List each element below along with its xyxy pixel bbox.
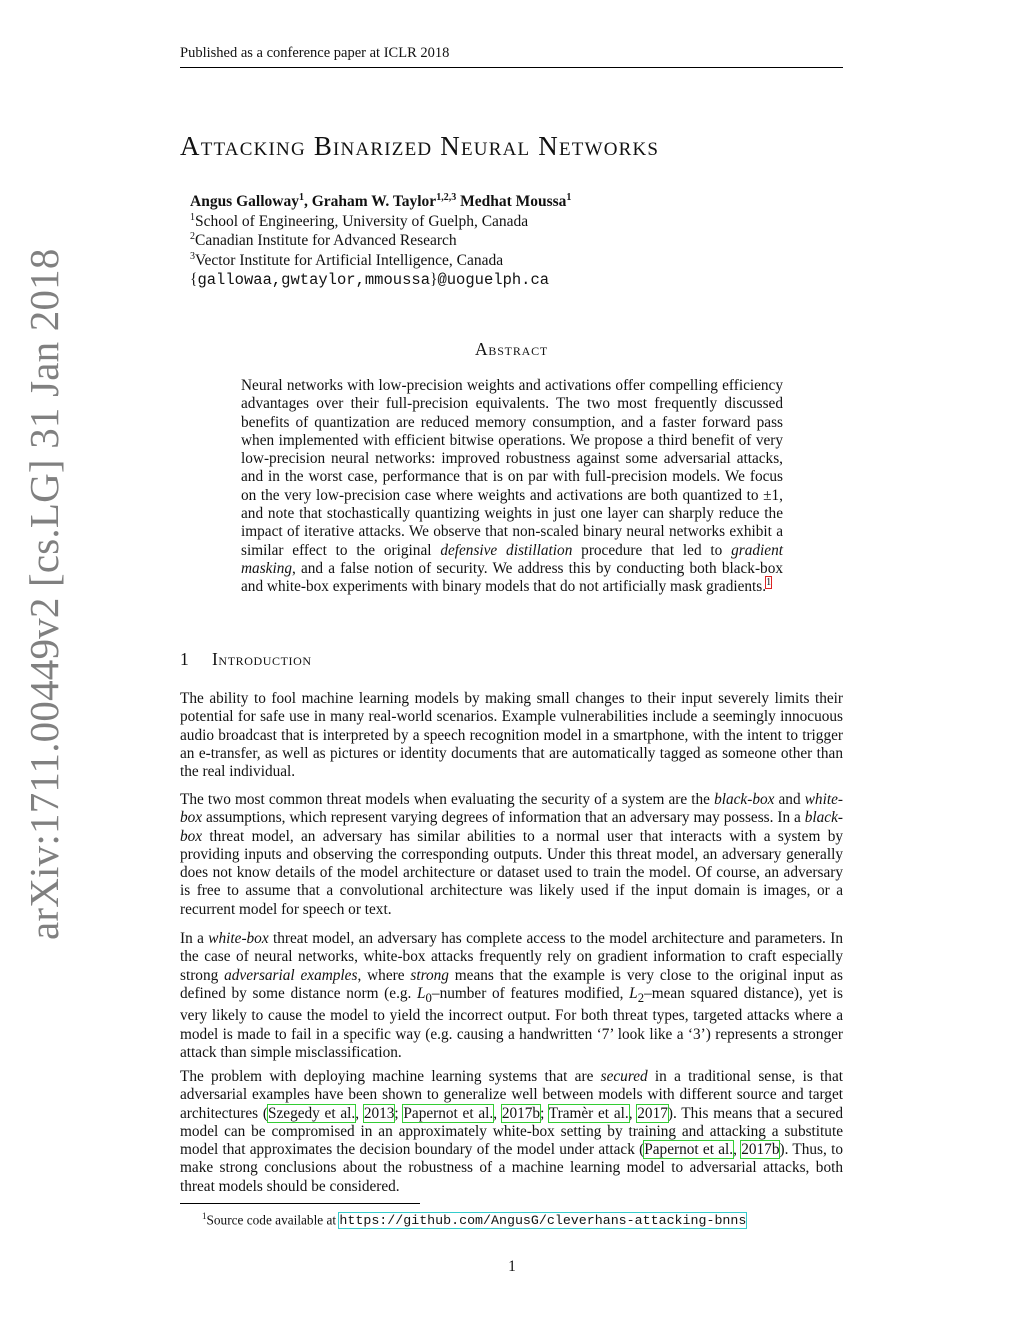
abstract-part-1: Neural networks with low-precision weights and activations offer compelling efficiency advantages over their full-precision equivalents. The two most frequently discussed benefits of quantization are reduced memory consumption, and a faster forward pass when implemented with efficient bitwise operations. We propose a third benefit of very low-precision neural networks: improved robustness against some adversarial attacks, and in the worst case, performance that is on par with full-precision models. We focus on the very low-precision case where weights and activations are both quantized to ±1, and note that stochastically quantizing weights in just one layer can sharply reduce the impact of iterative attacks. We observe that non-scaled binary neural networks exhibit a similar effect to the original bbox=[241, 377, 783, 559]
author-emails bbox=[190, 270, 830, 291]
p3-part-c: , where bbox=[357, 966, 411, 984]
section-title: Introduction bbox=[212, 649, 312, 669]
citation-szegedy[interactable]: Szegedy et al. bbox=[267, 1104, 356, 1122]
abstract-text bbox=[241, 377, 783, 597]
p3-em-2: adversarial examples bbox=[224, 966, 358, 984]
abstract-em-1: defensive distillation bbox=[440, 541, 573, 559]
p3-part-a: In a bbox=[180, 930, 209, 947]
math-L2: L bbox=[629, 984, 638, 1002]
cite-sep: ; bbox=[540, 1104, 549, 1122]
p4-part-b: in a traditional sense, is that adversarial examples have been shown to generalize well between models with different source and target architectures ( bbox=[180, 1068, 843, 1122]
intro-paragraph-4 bbox=[180, 1068, 843, 1196]
arxiv-stamp[interactable]: arXiv:1711.00449v2 [cs.LG] 31 Jan 2018 bbox=[21, 248, 67, 940]
section-number: 1 bbox=[180, 649, 190, 669]
p3-em-1: white-box bbox=[208, 930, 269, 947]
intro-paragraph-1-text: The ability to fool machine learning models by making small changes to their input severely limits their potential for safe use in many real-world scenarios. Example vulnerabilities include a seemingly innocuous audio broadcast that is interpreted by a speech recognition model in a smartphone, with the intent to trigger an e-transfer, as well as pictures or identity documents that are automatically tagged as someone other than the real individual. bbox=[180, 690, 843, 781]
citation-papernot-year[interactable]: 2017b bbox=[501, 1104, 541, 1122]
paper-title: Attacking Binarized Neural Networks bbox=[180, 131, 660, 161]
math-L0-sub: 0 bbox=[425, 990, 432, 1005]
cite-sep: ; bbox=[394, 1104, 404, 1122]
p2-part-a: The two most common threat models when evaluating the security of a system are the bbox=[180, 791, 715, 808]
math-L0: L bbox=[417, 984, 426, 1002]
p2-part-d: threat model, an adversary has similar abilities to a normal user that interacts with a system by providing inputs and observing the corresponding outputs. Under this threat model, an adversary generally does not know details of the model architecture or dataset used to train the model. Of course, an adversary is free to assume that a convolutional architecture was likely used if the input domain is images, or a recurrent model for speech or text. bbox=[180, 827, 843, 918]
author-block bbox=[190, 192, 830, 291]
section-heading-introduction bbox=[180, 649, 312, 670]
author-names bbox=[190, 192, 830, 212]
affiliation-2 bbox=[190, 231, 830, 251]
p3-part-e: –number of features modified, bbox=[431, 984, 630, 1002]
author-3: Medhat Moussa bbox=[456, 193, 567, 210]
author-1: Angus Galloway bbox=[190, 193, 299, 210]
cite-sep: , bbox=[493, 1104, 502, 1122]
footnote-text: Source code available at bbox=[206, 1212, 340, 1228]
affiliation-2-text: Canadian Institute for Advanced Research bbox=[195, 232, 457, 249]
author-2: , Graham W. Taylor bbox=[303, 193, 437, 210]
p3-em-3: strong bbox=[410, 966, 449, 984]
author-3-affil: 1 bbox=[566, 191, 572, 203]
p4-part-a: The problem with deploying machine learning systems that are bbox=[180, 1068, 601, 1085]
p2-em-2: white-box bbox=[180, 791, 843, 827]
email-brace-open: { bbox=[190, 271, 198, 288]
affiliation-1 bbox=[190, 212, 830, 232]
affiliation-1-mark: 1 bbox=[190, 211, 195, 223]
p3-part-b: threat model, an adversary has complete access to the model architecture and parameters. In the case of neural networks, white-box attacks frequently rely on gradient information to craft especially strong bbox=[180, 930, 843, 984]
cite-sep: , bbox=[628, 1104, 638, 1122]
footnote-rule bbox=[180, 1203, 420, 1204]
page-number: 1 bbox=[508, 1258, 516, 1275]
email-domain: @uoguelph.ca bbox=[437, 271, 550, 289]
abstract-part-2: procedure that led to bbox=[572, 541, 732, 559]
email-brace-close: } bbox=[430, 271, 438, 288]
math-L2-sub: 2 bbox=[637, 990, 645, 1005]
footnote-mark: 1 bbox=[202, 1211, 207, 1221]
p4-part-c: ). This means that a secured model can be compromised in an approximately white-box setting by training and attacking a substitute model that approximates the decision boundary of the model under attack ( bbox=[180, 1104, 844, 1159]
citation-tramer-year[interactable]: 2017 bbox=[637, 1104, 668, 1122]
p2-part-c: assumptions, which represent varying degrees of information that an adversary may possess. In a bbox=[202, 809, 805, 827]
cite-sep: , bbox=[733, 1141, 742, 1159]
p3-part-f: –mean squared distance), yet is very likely to cause the model to yield the incorrect output. For both threat types, targeted attacks where a model is made to fail in a specific way (e.g. causing a handwritten ‘7’ look like a ‘3’) represents a stronger attack than simple misclassification. bbox=[180, 984, 843, 1061]
affiliation-3 bbox=[190, 251, 830, 271]
cite-sep: , bbox=[355, 1104, 364, 1122]
footnote-link-1[interactable]: 1 bbox=[766, 577, 772, 589]
abstract-em-2: gradient masking bbox=[241, 541, 783, 577]
affiliation-3-mark: 3 bbox=[190, 250, 195, 262]
affiliation-2-mark: 2 bbox=[190, 230, 195, 242]
affiliation-1-text: School of Engineering, University of Guelph, Canada bbox=[195, 212, 529, 230]
abstract-part-3: , and a false notion of security. We address this by conducting both black-box and white-box experiments with binary models that do not artificially mask gradients. bbox=[241, 559, 783, 596]
p2-em-1: black-box bbox=[714, 791, 775, 808]
intro-paragraph-2 bbox=[180, 791, 843, 919]
running-header: Published as a conference paper at ICLR 2018 bbox=[180, 45, 843, 68]
p2-em-3: black-box bbox=[180, 809, 843, 845]
citation-papernot-2[interactable]: Papernot et al. bbox=[644, 1141, 734, 1159]
intro-paragraph-3 bbox=[180, 930, 843, 1062]
p2-part-b: and bbox=[774, 791, 805, 808]
footnote-1 bbox=[180, 1207, 843, 1230]
intro-paragraph-1 bbox=[180, 690, 843, 781]
affiliation-3-text: Vector Institute for Artificial Intelligence, Canada bbox=[195, 251, 504, 269]
email-users: gallowaa,gwtaylor,mmoussa bbox=[197, 271, 430, 289]
citation-tramer[interactable]: Tramèr et al. bbox=[548, 1104, 629, 1122]
citation-papernot[interactable]: Papernot et al. bbox=[403, 1104, 494, 1122]
p4-part-d: ). Thus, to make strong conclusions about the robustness of a machine learning model to adversarial attacks, both threat models should be considered. bbox=[180, 1141, 843, 1195]
source-code-link[interactable]: https://github.com/AngusG/cleverhans-attacking-bnns bbox=[339, 1213, 747, 1229]
abstract-heading: Abstract bbox=[474, 339, 549, 359]
p3-part-d: means that the example is very close to the original input as defined by some distance norm (e.g. bbox=[180, 966, 844, 1002]
p4-em-1: secured bbox=[600, 1068, 648, 1085]
author-2-affil: 1,2,3 bbox=[436, 191, 457, 203]
author-1-affil: 1 bbox=[298, 191, 304, 203]
citation-papernot-2-year[interactable]: 2017b bbox=[741, 1141, 780, 1159]
citation-szegedy-year[interactable]: 2013 bbox=[363, 1104, 395, 1122]
